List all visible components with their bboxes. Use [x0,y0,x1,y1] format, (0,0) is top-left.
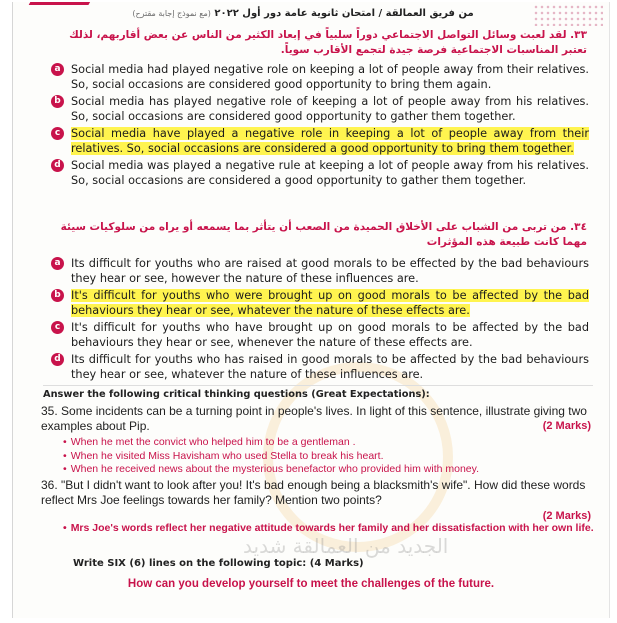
option-letter: b [51,95,64,108]
dot-pattern-decoration [533,4,603,26]
q34-option-a[interactable] [49,256,589,286]
corner-decoration [16,2,90,27]
option-text: Social media have played a negative role in keeping a lot of people away from their relatives. So, social occasions are considered a good opportunity to bring them together. [71,127,589,155]
q34-option-d[interactable] [49,352,589,382]
q34-options [49,256,589,384]
q33-option-c-correct[interactable] [49,126,589,156]
q36-text: 36. "But I didn't want to look after you! It's bad enough being a blacksmith's wife". How did these words reflect Mrs Joe feelings towards her family? Mention two points? [41,478,586,507]
watermark-text: الجديد من العمالقة شديد [243,534,449,558]
writing-instruction: Write SIX (6) lines on the following topic: (4 Marks) [73,558,364,569]
section-title: Answer the following critical thinking questions (Great Expectations): [43,385,593,400]
answer-text: When he met the convict who helped him to be a gentleman . [70,436,356,448]
q33-option-a[interactable] [49,62,589,92]
option-text: Its difficult for youths who has raised in good morals to be affected by the bad behaviours they hear or see, whatever the nature of these influences are. [71,353,589,381]
exam-page [12,2,610,618]
option-letter: c [51,321,64,334]
answer-text: When he visited Miss Havisham who used Stella to break his heart. [70,449,384,462]
option-letter: b [51,289,64,302]
q33-option-b[interactable] [49,94,589,124]
q36 [41,478,591,524]
answer-text: Mrs Joe's words reflect her negative attitude towards her family and her dissatisfaction with her own life. [70,522,594,534]
q34-option-b-correct[interactable] [49,288,589,318]
answer-text: When he received news about the mysterious benefactor who provided him with money. [70,463,480,475]
q35-marks: (2 Marks) [542,420,591,432]
option-letter: d [51,159,64,172]
answer-item: • When he met the convict who helped him to be a gentleman . [63,436,356,448]
header-tag: (مع نموذج إجابة مقترح) [132,9,211,18]
answer-item: • When he received news about the mysterious benefactor who provided him with money. [63,463,480,475]
q33-arabic: ٣٣. لقد لعبت وسائل التواصل الاجتماعي دوراً سلبياً في إبعاد الكثير من الناس عن بعض أقاربهم، لذلك تعتبر المناسبات الاجتماعية فرصة جيدة لتجمع الأقارب سوياً. [69,29,587,56]
option-text: Social media had played negative role on keeping a lot of people away from their relatives. So, social occasions are considered good opportunity to bring them again. [71,63,589,91]
option-text: Social media was played a negative rule at keeping a lot of people away from his relatives. So, social occasions are considered a good opportunity to gather them together. [71,159,589,187]
answer-item: • Mrs Joe's words reflect her negative attitude towards her family and her dissatisfaction with her own life. [63,522,594,534]
q35-answers [63,436,603,477]
option-letter: a [51,257,64,270]
q34-option-c[interactable] [49,320,589,350]
option-letter: c [51,127,64,140]
option-text: It's difficult for youths who have brought up on good morals to be affected by the bad behaviours they hear or see, whenever the nature of these effects are. [71,321,589,349]
header-text: من فريق العمالقة / امتحان ثانوية عامة دور أول ٢٠٢٢ [214,8,474,19]
q35-text: 35. Some incidents can be a turning point in people's lives. In light of this sentence, illustrate giving two examples about Pip. [41,404,587,433]
q33-options [49,62,589,190]
option-text: Its difficult for youths who are raised at good morals to be effected by the bad behaviours they hear or see, however the nature of these influences are. [71,257,589,285]
option-letter: a [51,63,64,76]
q34-arabic: ٣٤. من تربى من الشباب على الأخلاق الحميدة من الصعب أن يتأثر بما يسمعه أو يراه من سلوكيات سيئة مهما كانت طبيعة هذه المؤثرات [60,221,587,248]
writing-topic: How can you develop yourself to meet the challenges of the future. [127,578,495,590]
q36-answers [63,522,603,536]
option-text: Social media has played negative role of keeping a lot of people away from his relatives. So, social occasions are considered good opportunity to gather them together. [71,95,589,123]
option-letter: d [51,353,64,366]
option-text: It's difficult for youths who were brought up on good morals to be affected by the bad behaviours they hear or see, whatever the nature of these effects are. [71,289,589,317]
q36-marks: (2 Marks) [542,510,591,522]
q35 [41,404,591,434]
q33-option-d[interactable] [49,158,589,188]
answer-item: • When he visited Miss Havisham who used Stella to break his heart. [63,449,384,462]
page-header [123,8,483,19]
